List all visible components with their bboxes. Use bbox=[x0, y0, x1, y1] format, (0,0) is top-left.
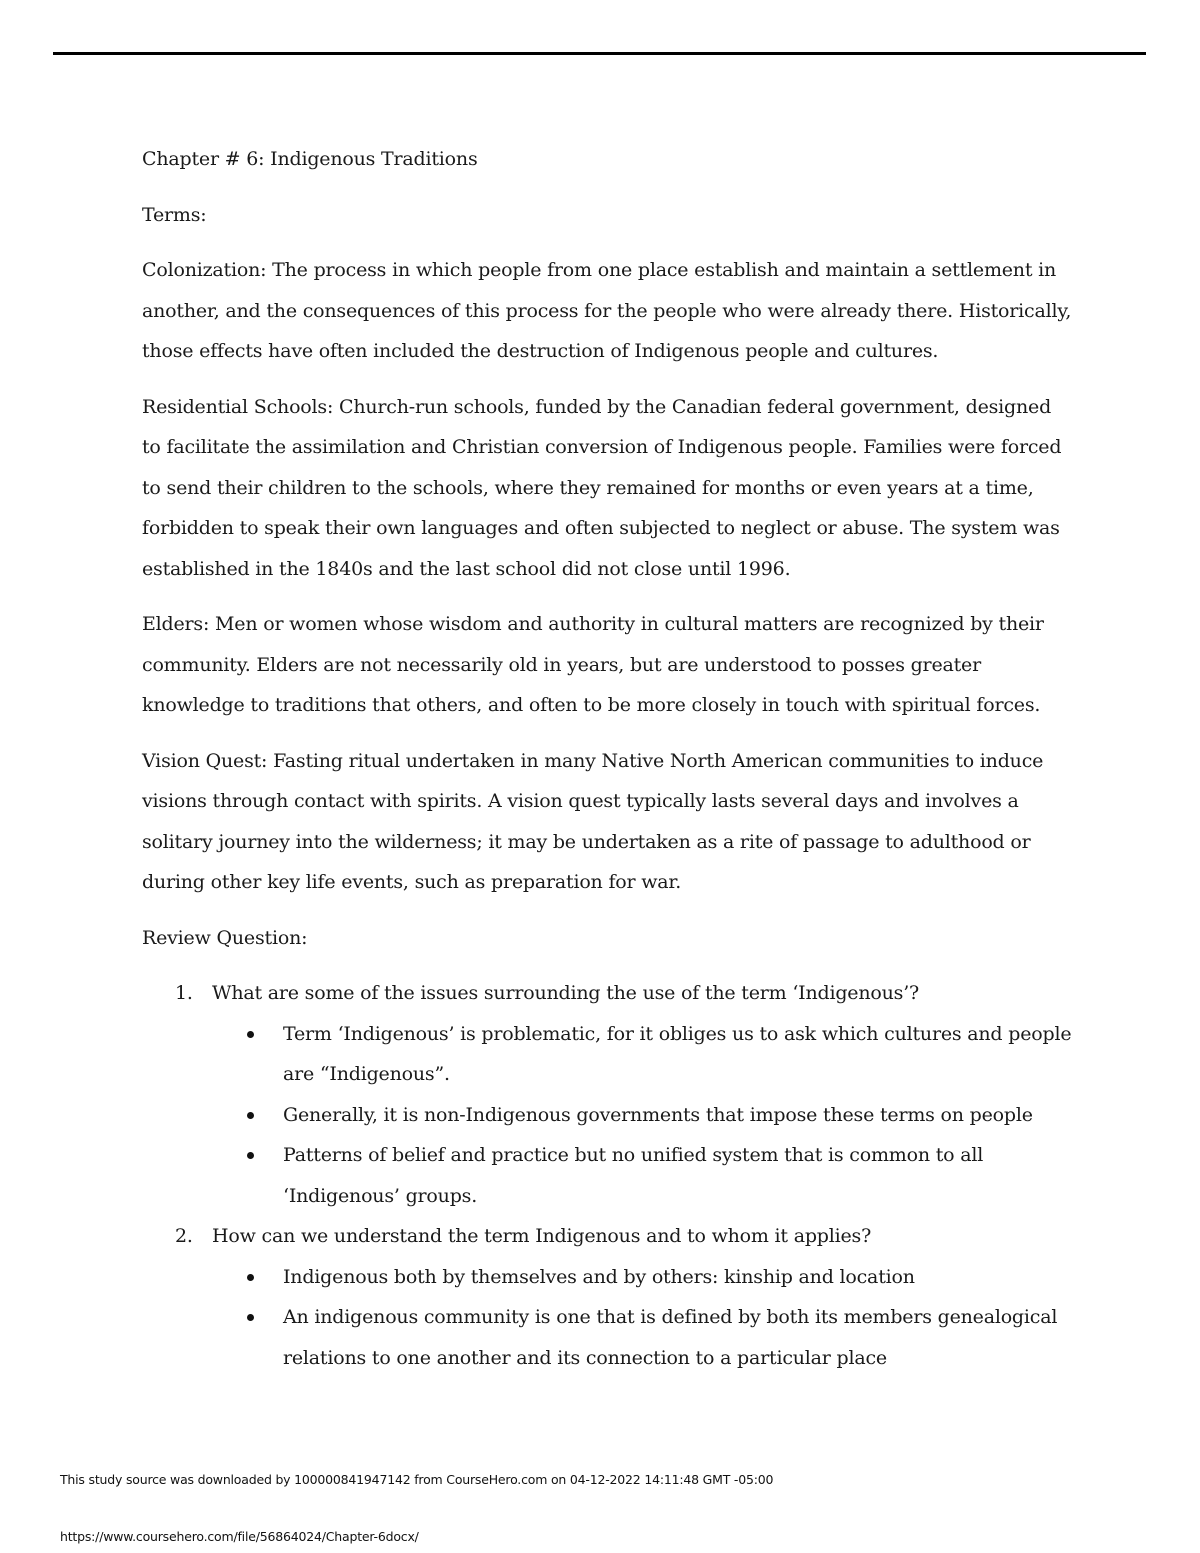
bullet-icon bbox=[247, 1031, 254, 1038]
question-list bbox=[142, 973, 1072, 1378]
document-body bbox=[142, 139, 1072, 1378]
review-question-label: Review Question: bbox=[142, 926, 308, 949]
download-notice: This study source was downloaded by 100000841947142 from CourseHero.com on 04-12-2022 14:11:48 GMT -05:00 bbox=[60, 1472, 774, 1487]
answer-item bbox=[212, 1297, 1072, 1378]
term-colonization: Colonization: The process in which people from one place establish and maintain a settlement in another, and the consequences of this process for the people who were already there. Historically, those effects have often included the destruction of Indigenous people and cultures. bbox=[142, 259, 1072, 362]
question-text: How can we understand the term Indigenous and to whom it applies? bbox=[212, 1225, 872, 1247]
bullet-icon bbox=[247, 1112, 254, 1119]
terms-label: Terms: bbox=[142, 203, 207, 226]
question-item bbox=[142, 1216, 1072, 1378]
answer-text: Patterns of belief and practice but no unified system that is common to all ‘Indigenous’ groups. bbox=[283, 1144, 984, 1207]
answer-item bbox=[212, 1257, 1072, 1298]
question-number: 2. bbox=[175, 1225, 193, 1247]
chapter-heading: Chapter # 6: Indigenous Traditions bbox=[142, 148, 478, 170]
source-url-link[interactable]: https://www.coursehero.com/file/56864024/Chapter-6docx/ bbox=[60, 1529, 419, 1544]
bullet-icon bbox=[247, 1152, 254, 1159]
answer-text: Term ‘Indigenous’ is problematic, for it obliges us to ask which cultures and people are “Indigenous”. bbox=[283, 1022, 1072, 1085]
term-elders: Elders: Men or women whose wisdom and authority in cultural matters are recognized by their community. Elders are not necessarily old in years, but are understood to posses greater knowledge to traditions that others, and often to be more closely in touch with spiritual forces. bbox=[142, 613, 1044, 716]
answer-item bbox=[212, 1014, 1072, 1095]
question-text: What are some of the issues surrounding the use of the term ‘Indigenous’? bbox=[212, 982, 920, 1004]
answer-item bbox=[212, 1095, 1072, 1136]
bullet-icon bbox=[247, 1274, 254, 1281]
question-number: 1. bbox=[175, 982, 193, 1004]
bullet-icon bbox=[247, 1314, 254, 1321]
term-residential-schools: Residential Schools: Church-run schools, funded by the Canadian federal government, designed to facilitate the assimilation and Christian conversion of Indigenous people. Families were forced to send their children to the schools, where they remained for months or even years at a time, forbidden to speak their own languages and often subjected to neglect or abuse. The system was established in the 1840s and the last school did not close until 1996. bbox=[142, 395, 1062, 580]
question-item bbox=[142, 973, 1072, 1216]
answer-list bbox=[212, 1257, 1072, 1379]
answer-text: An indigenous community is one that is defined by both its members genealogical relations to one another and its connection to a particular place bbox=[283, 1306, 1058, 1369]
answer-text: Generally, it is non-Indigenous governments that impose these terms on people bbox=[283, 1103, 1033, 1126]
top-divider bbox=[53, 52, 1146, 55]
answer-item bbox=[212, 1135, 1072, 1216]
answer-list bbox=[212, 1014, 1072, 1217]
term-vision-quest: Vision Quest: Fasting ritual undertaken in many Native North American communities to induce visions through contact with spirits. A vision quest typically lasts several days and involves a solitary journey into the wilderness; it may be undertaken as a rite of passage to adulthood or during other key life events, such as preparation for war. bbox=[142, 749, 1044, 893]
answer-text: Indigenous both by themselves and by others: kinship and location bbox=[283, 1265, 915, 1288]
